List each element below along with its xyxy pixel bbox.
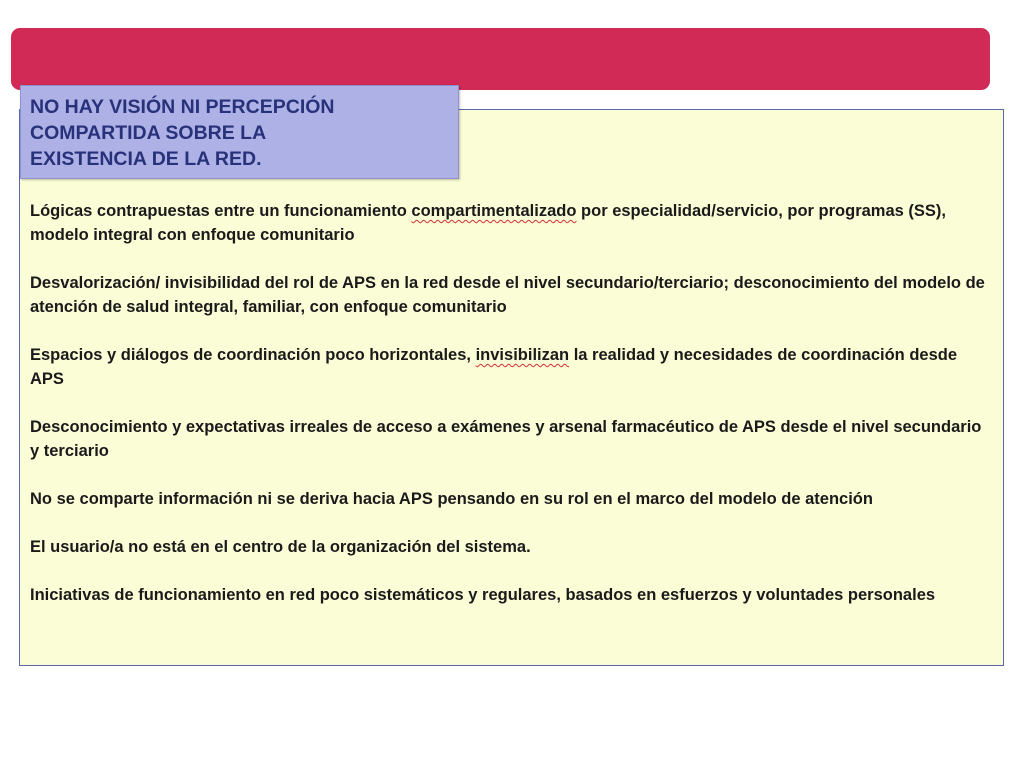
list-item xyxy=(30,199,990,247)
list-item xyxy=(30,343,990,391)
item-text: Desvalorización/ invisibilidad del rol de APS en la red desde el nivel secundario/terciario; desconocimiento del modelo de atención de salud integral, familiar, con enfoque comunitario xyxy=(30,274,985,316)
spellcheck-flagged-word: compartimentalizado xyxy=(411,202,577,220)
list-item xyxy=(30,535,990,559)
item-text: No se comparte información ni se deriva hacia APS pensando en su rol en el marco del modelo de atención xyxy=(30,490,873,508)
title-box xyxy=(20,85,459,179)
item-text: Iniciativas de funcionamiento en red poco sistemáticos y regulares, basados en esfuerzos y voluntades personales xyxy=(30,586,936,604)
item-text: El usuario/a no está en el centro de la organización del sistema. xyxy=(30,538,531,556)
list-item xyxy=(30,415,990,463)
list-item xyxy=(30,271,990,319)
item-text: Lógicas contrapuestas entre un funcionamiento xyxy=(30,202,412,220)
item-text: Espacios y diálogos de coordinación poco horizontales, xyxy=(30,346,476,364)
item-text: Desconocimiento y expectativas irreales de acceso a exámenes y arsenal farmacéutico de APS desde el nivel secundario y terciario xyxy=(30,418,982,460)
item-text: por especialidad/servicio, por programas (SS), modelo integral con enfoque comunitario xyxy=(30,202,946,244)
slide-title: NO HAY VISIÓN NI PERCEPCIÓN COMPARTIDA SOBRE LA EXISTENCIA DE LA RED. xyxy=(30,96,335,170)
item-text: la realidad y necesidades de coordinación desde APS xyxy=(30,346,958,388)
list-item xyxy=(30,487,990,511)
bullet-list xyxy=(30,199,990,607)
list-item xyxy=(30,583,990,607)
top-banner xyxy=(11,28,990,90)
spellcheck-flagged-word: invisibilizan xyxy=(475,346,570,364)
